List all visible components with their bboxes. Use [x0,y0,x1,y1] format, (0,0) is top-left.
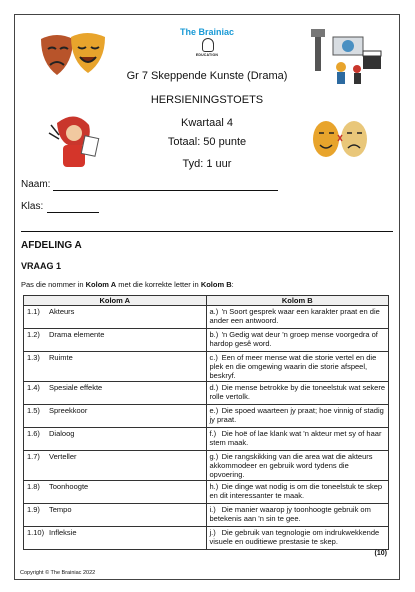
item-definition: Die dinge wat nodig is om die toneelstuk te skep en dit interessanter te maak. [209,482,383,500]
table-row [24,405,389,428]
column-b-cell [206,504,389,527]
table-row [24,527,389,550]
item-definition: Die gebruik van tegnologie om indrukwekkende visuele en ouditiewe prestasie te skep. [209,528,380,546]
table-row [24,352,389,382]
item-letter: a.) [209,307,219,316]
name-field[interactable] [53,190,278,191]
item-letter: b.) [209,330,219,339]
column-a-cell [24,405,207,428]
term-label: Kwartaal 4 [181,117,233,129]
name-label: Naam: [21,179,51,190]
item-letter: h.) [209,482,219,491]
column-b-cell [206,428,389,451]
brand-subtitle: EDUCATION [195,53,219,57]
item-letter: i.) [209,505,216,514]
item-definition: Die spoed waarteen jy praat; hoe vinnig of stadig jy praat. [209,406,384,424]
item-definition: Die hoë of lae klank wat 'n akteur met sy of haar stem maak. [209,429,382,447]
item-letter: g.) [209,452,219,461]
column-a-cell [24,527,207,550]
item-number: 1.8) [27,482,40,491]
item-number: 1.4) [27,383,40,392]
question-marks: (10) [374,550,387,557]
total-marks: Totaal: 50 punte [167,136,247,148]
table-row [24,451,389,481]
column-b-cell [206,306,389,329]
divider [21,231,393,232]
document-page [14,14,400,580]
document-title: Gr 7 Skeppende Kunste (Drama) [126,70,288,82]
column-a-cell [24,329,207,352]
column-b-cell [206,451,389,481]
item-term: Dialoog [49,429,75,438]
item-number: 1.5) [27,406,40,415]
item-term: Verteller [49,452,77,461]
column-a-cell [24,428,207,451]
table-row [24,382,389,405]
column-b-cell [206,382,389,405]
column-a-cell [24,481,207,504]
item-number: 1.7) [27,452,40,461]
item-definition: Een of meer mense wat die storie vertel en die plek en die omgewing waarin die storie afspeel, beskryf. [209,353,377,380]
item-definition: 'n Soort gesprek waar een karakter praat en die ander een antwoord. [209,307,380,325]
item-letter: f.) [209,429,217,438]
column-a-cell [24,382,207,405]
class-label: Klas: [21,201,44,212]
table-row [24,329,389,352]
column-b-cell [206,405,389,428]
column-b-cell [206,527,389,550]
copyright: Copyright © The Brainiac 2022 [20,570,96,576]
item-term: Ruimte [49,353,73,362]
item-number: 1.3) [27,353,40,362]
item-term: Akteurs [49,307,75,316]
item-term: Toonhoogte [49,482,89,491]
column-a-cell [24,352,207,382]
item-definition: Die rangskikking van die area wat die akteurs akkommodeer en gebruik word tydens die opvoering. [209,452,373,479]
brand-name: The Brainiac [179,27,235,37]
test-name: HERSIENINGSTOETS [150,94,264,106]
item-term: Infleksie [49,528,77,537]
table-header-row [24,296,389,306]
item-term: Drama elemente [49,330,105,339]
item-number: 1.9) [27,505,40,514]
table-row [24,306,389,329]
item-letter: e.) [209,406,219,415]
table-row [24,504,389,527]
item-term: Spreekkoor [49,406,88,415]
item-term: Tempo [49,505,72,514]
question-title: VRAAG 1 [21,261,62,271]
item-term: Spesiale effekte [49,383,103,392]
item-number: 1.1) [27,307,40,316]
table-row [24,428,389,451]
item-number: 1.2) [27,330,40,339]
item-definition: Die manier waarop jy toonhoogte gebruik om betekenis aan 'n sin te gee. [209,505,371,523]
section-title: AFDELING A [21,240,82,251]
item-number: 1.10) [27,528,45,537]
matching-table [23,295,389,550]
column-a-cell [24,306,207,329]
class-field[interactable] [47,212,99,213]
column-b-header: Kolom B [206,296,389,306]
brain-bulb-icon [202,38,214,52]
column-b-cell [206,481,389,504]
column-a-cell [24,451,207,481]
item-letter: j.) [209,528,216,537]
item-definition: Die mense betrokke by die toneelstuk wat sekere rolle vertolk. [209,383,386,401]
table-row [24,481,389,504]
item-definition: 'n Gedig wat deur 'n groep mense voorgedra of hardop gesê word. [209,330,378,348]
instruction: Pas die nommer in Kolom A met die korrekte letter in Kolom B: [21,280,234,289]
column-a-header: Kolom A [24,296,207,306]
time-label: Tyd: 1 uur [182,158,232,170]
item-letter: d.) [209,383,219,392]
item-number: 1.6) [27,429,40,438]
column-b-cell [206,352,389,382]
item-letter: c.) [209,353,218,362]
column-b-cell [206,329,389,352]
column-a-cell [24,504,207,527]
